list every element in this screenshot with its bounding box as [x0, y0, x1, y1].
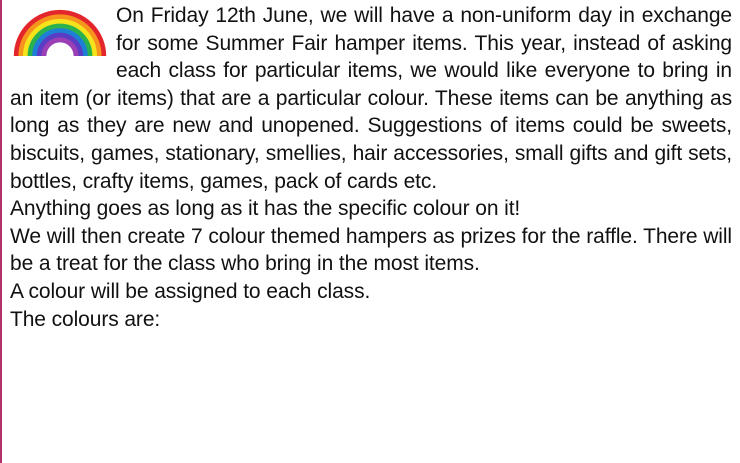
notice-paragraph-2-text: We will then create 7 colour themed hampers as prizes for the raffle. There will be a treat for the class who bring in the most items.: [10, 224, 732, 276]
notice-paragraph-2-last: A colour will be assigned to each class.: [10, 279, 371, 303]
rainbow-icon: [10, 2, 112, 58]
notice-paragraph-1-last: Anything goes as long as it has the specific colour on it!: [10, 197, 521, 221]
rainbow-graphic: [10, 2, 110, 58]
rainbow-band: [44, 40, 76, 56]
notice-paragraph-3: The colours are:: [10, 307, 161, 331]
notice-paragraph-1: [10, 2, 732, 223]
notice-content: [10, 2, 732, 333]
notice-paragraph-1-text: On Friday 12th June, we will have a non-uniform day in exchange for some Summer Fair hamper items. This year, instead of asking each class for particular items, we would like everyone to bring in an item (or items) that are a particular colour. These items can be anything as long as they are new and unopened. Suggestions of items could be sweets, biscuits, games, stationary, smellies, hair accessories, small gifts and gift sets, bottles, crafty items, games, pack of cards etc.: [10, 4, 732, 193]
notice-paragraph-2: [10, 223, 732, 306]
